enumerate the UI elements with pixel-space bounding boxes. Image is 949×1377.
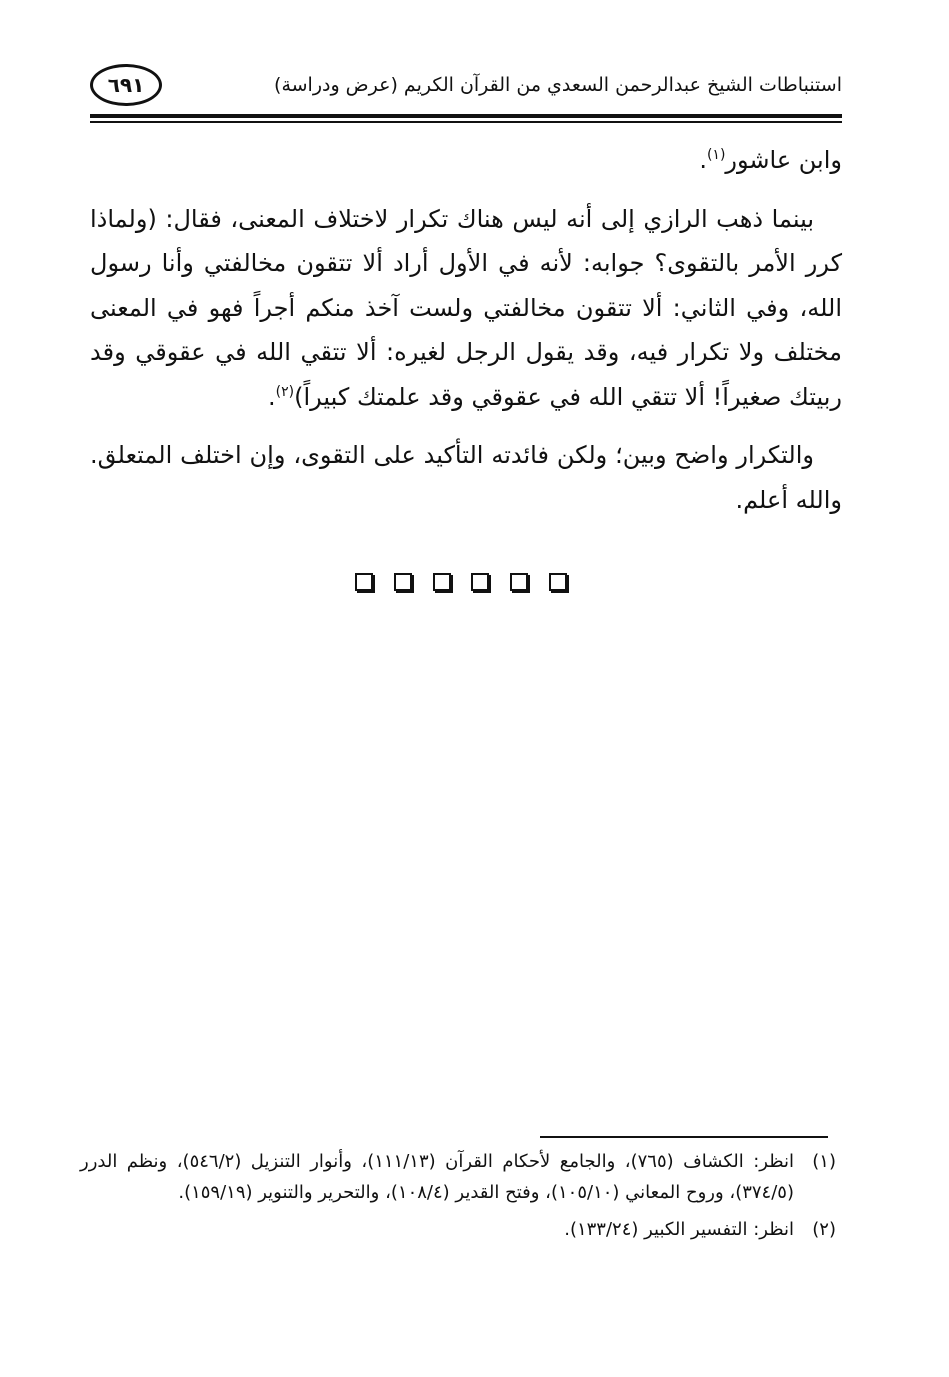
running-header-title: استنباطات الشيخ عبدالرحمن السعدي من القرآن الكريم (عرض ودراسة) <box>274 74 842 96</box>
page-header <box>90 62 842 116</box>
square-ornament-icon <box>471 573 489 591</box>
section-divider-ornaments <box>355 573 567 597</box>
footnote-2 <box>80 1214 836 1245</box>
paragraph-1-text: وابن عاشور <box>725 146 842 174</box>
page-number-badge <box>90 64 162 106</box>
paragraph-1 <box>90 138 842 183</box>
square-ornament-icon <box>394 573 412 591</box>
main-text <box>90 138 842 536</box>
footnote-ref-1: (١) <box>706 147 726 163</box>
footnotes <box>80 1146 836 1245</box>
footnote-2-number: (٢) <box>812 1219 836 1240</box>
square-ornament-icon <box>355 573 373 591</box>
footnote-1 <box>80 1146 836 1208</box>
footnote-2-text: انظر: التفسير الكبير (١٣٣/٢٤). <box>564 1219 794 1240</box>
header-rule-thin <box>90 121 842 123</box>
paragraph-2 <box>90 197 842 420</box>
footnote-1-text: انظر: الكشاف (٧٦٥)، والجامع لأحكام القرآن (١١١/١٣)، وأنوار التنزيل (٥٤٦/٢)، ونظم الدرر (٣٧٤/٥)، وروح المعاني (١٠٥/١٠)، وفتح القدير (١٠٨/٤)، والتحرير والتنوير (١٥٩/١٩). <box>80 1151 795 1203</box>
footnote-1-number: (١) <box>812 1151 836 1172</box>
footnote-separator <box>540 1136 828 1138</box>
paragraph-2-end: . <box>268 382 276 411</box>
paragraph-3 <box>90 433 842 522</box>
page-number: ٦٩١ <box>107 73 145 97</box>
paragraph-3-text: والتكرار واضح وبين؛ ولكن فائدته التأكيد على التقوى، وإن اختلف المتعلق. والله أعلم. <box>90 441 842 514</box>
square-ornament-icon <box>549 573 567 591</box>
header-rule-thick <box>90 114 842 118</box>
paragraph-2-text: بينما ذهب الرازي إلى أنه ليس هناك تكرار لاختلاف المعنى، فقال: (ولماذا كرر الأمر بالتقوى؟ جوابه: لأنه في الأول أراد ألا تتقون مخالفتي وأنا رسول الله، وفي الثاني: ألا تتقون مخالفتي ولست آخذ منكم أجراً فهو في المعنى مختلف ولا تكرار فيه، وقد يقول الرجل لغيره: ألا تتقي الله في عقوقي وقد ربيتك صغيراً! ألا تتقي الله في عقوقي وقد علمتك كبيراً) <box>90 204 842 411</box>
square-ornament-icon <box>433 573 451 591</box>
footnote-ref-2: (٢) <box>275 383 295 400</box>
square-ornament-icon <box>510 573 528 591</box>
paragraph-1-end: . <box>699 146 707 174</box>
